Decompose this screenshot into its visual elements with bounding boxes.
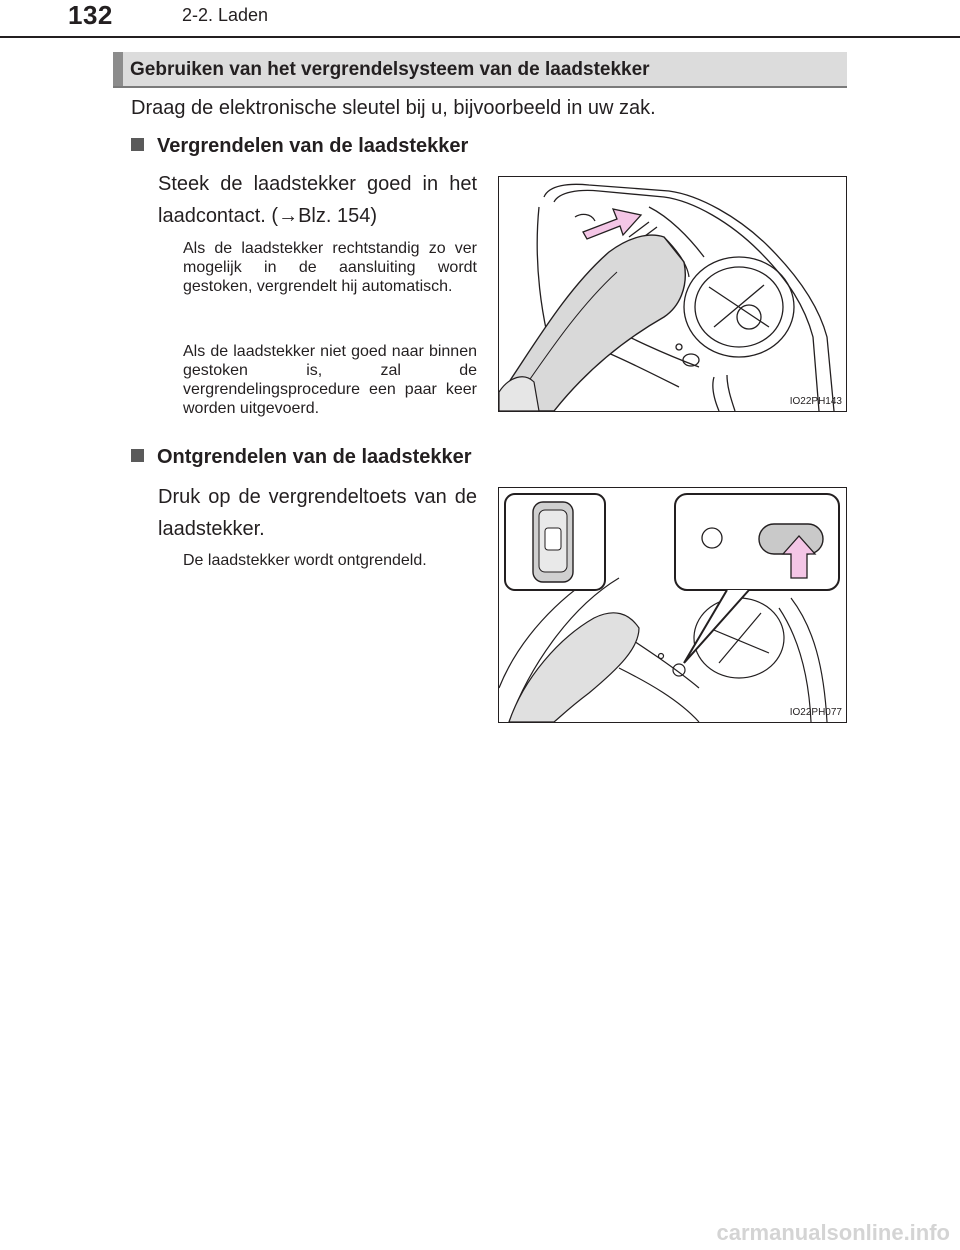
unlock-heading-text: Ontgrendelen van de laadstekker bbox=[157, 446, 472, 468]
header-divider bbox=[0, 36, 960, 38]
unlock-figure bbox=[498, 487, 847, 723]
lock-heading-text: Vergrendelen van de laadstekker bbox=[157, 135, 469, 157]
page-number: 132 bbox=[68, 0, 113, 30]
lock-heading bbox=[131, 135, 468, 158]
charging-inlet-illustration bbox=[499, 177, 846, 411]
figure-code: IO22PH077 bbox=[789, 707, 842, 718]
unlock-step: Druk op de vergrendeltoets van de laadstekker. bbox=[158, 486, 477, 540]
unlock-note: De laadstekker wordt ontgrendeld. bbox=[183, 552, 427, 569]
section-title: Gebruiken van het vergrendelsysteem van de laadstekker bbox=[130, 59, 650, 80]
unlock-heading bbox=[131, 446, 472, 469]
square-bullet-icon bbox=[131, 449, 144, 462]
unlock-button-illustration bbox=[499, 488, 846, 722]
lock-figure bbox=[498, 176, 847, 412]
banner-accent-bar bbox=[113, 52, 123, 86]
lock-note-1: Als de laadstekker rechtstandig zo ver mogelijk in de aansluiting wordt gestoken, vergrendelt hij automatisch. bbox=[183, 240, 477, 295]
section-intro: Draag de elektronische sleutel bij u, bijvoorbeeld in uw zak. bbox=[131, 97, 656, 119]
lock-step: Steek de laadstekker goed in het laadcontact. (→Blz. 154) bbox=[158, 173, 477, 227]
footer-watermark: carmanualsonline.info bbox=[716, 1220, 950, 1245]
square-bullet-icon bbox=[131, 138, 144, 151]
section-banner bbox=[113, 52, 847, 88]
lock-note-2: Als de laadstekker niet goed naar binnen gestoken is, zal de vergrendelingsprocedure een paar keer worden uitgevoerd. bbox=[183, 343, 477, 417]
figure-code: IO22PH143 bbox=[789, 396, 842, 407]
chapter-title: 2-2. Laden bbox=[182, 5, 269, 25]
